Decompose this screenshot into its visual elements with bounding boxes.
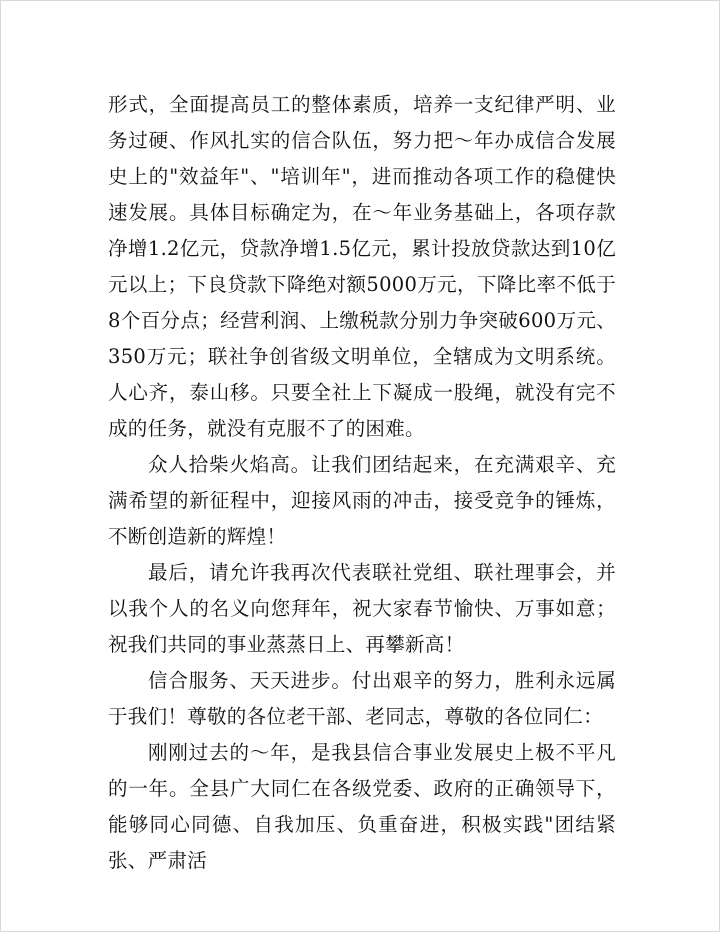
paragraph-2: 众人拾柴火焰高。让我们团结起来，在充满艰辛、充满希望的新征程中，迎接风雨的冲击，接受竞争的锤炼，不断创造新的辉煌！	[108, 453, 616, 548]
paragraph-3: 最后，请允许我再次代表联社党组、联社理事会，并以我个人的名义向您拜年，祝大家春节愉快、万事如意；祝我们共同的事业蒸蒸日上、再攀新高！	[108, 561, 616, 656]
document-body	[108, 87, 616, 879]
paragraph-5: 刚刚过去的～年，是我县信合事业发展史上极不平凡的一年。全县广大同仁在各级党委、政府的正确领导下，能够同心同德、自我加压、负重奋进，积极实践"团结紧张、严肃活	[108, 741, 616, 872]
paragraph-4: 信合服务、天天进步。付出艰辛的努力，胜利永远属于我们！尊敬的各位老干部、老同志，尊敬的各位同仁：	[108, 669, 616, 728]
paragraph-1: 形式，全面提高员工的整体素质，培养一支纪律严明、业务过硬、作风扎实的信合队伍，努力把～年办成信合发展史上的"效益年"、"培训年"，进而推动各项工作的稳健快速发展。具体目标确定为，在～年业务基础上，各项存款净增1.2亿元，贷款净增1.5亿元，累计投放贷款达到10亿元以上；下良贷款下降绝对额5000万元，下降比率不低于8个百分点；经营利润、上缴税款分别力争突破600万元、350万元；联社争创省级文明单位，全辖成为文明系统。人心齐，泰山移。只要全社上下凝成一股绳，就没有完不成的任务，就没有克服不了的困难。	[108, 93, 616, 440]
